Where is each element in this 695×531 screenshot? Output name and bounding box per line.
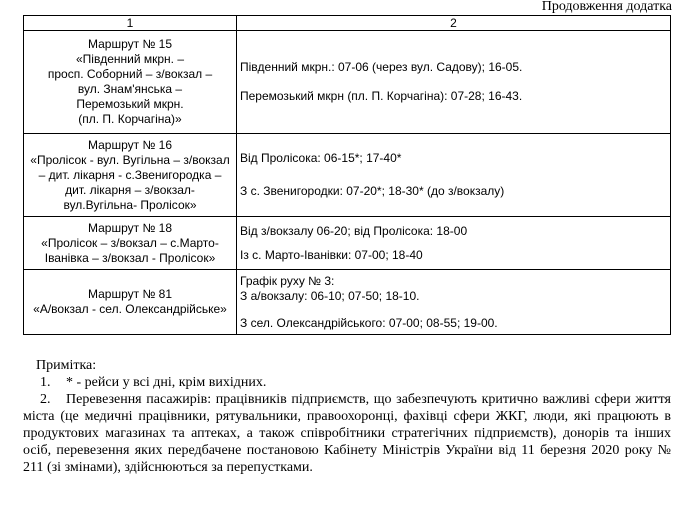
table-row-route-15 [24, 31, 671, 134]
schedule-line: Від з/вокзалу 06-20; від Пролісока: 18-00 [240, 223, 468, 238]
schedule-cell [237, 217, 671, 270]
schedule-line: Перемозький мкрн (пл. П. Корчагіна): 07-28; 16-43. [240, 89, 523, 103]
column-number-1: 1 [24, 16, 237, 31]
route-cell [24, 134, 237, 217]
schedule-line: З сел. Олександрійського: 07-00; 08-55; 19-00. [240, 315, 498, 330]
note-number: 2. [40, 392, 51, 407]
schedule-cell [237, 270, 671, 335]
table-row-route-16 [24, 134, 671, 217]
note-number: 1. [40, 375, 51, 390]
notes-title: Примітка: [36, 358, 97, 373]
table-row-route-81 [24, 270, 671, 335]
route-line: вул. Знам'янська – [77, 82, 183, 96]
note-text: Перевезення пасажирів: працівників підприємств, що забезпечують критично важливі сфери життя міста (це медичні працівники, рятувальники, правоохоронці, фахівці сфери ЖКГ, люди, які працюють в продуктових магазинах та аптеках, а також співробітники стратегічних підприємств), донорів та інших осіб, перевезення яких передбачене постановою Кабінету Міністрів України від 11 березня 2020 року № 211 (зі змінами), здійснюються за перепустками. [23, 392, 671, 475]
route-line: – дит. лікарня - с.Звенигородка – [38, 167, 222, 182]
route-cell [24, 270, 237, 335]
route-cell [24, 31, 237, 134]
note-item-1 [23, 374, 671, 391]
column-number-row [24, 16, 671, 31]
route-line: вул.Вугільна- Пролісок» [63, 197, 197, 212]
schedule-line: Південний мкрн.: 07-06 (через вул. Садову); 16-05. [240, 60, 523, 74]
route-line: «Пролісок - вул. Вугільна – з/вокзал [30, 152, 230, 167]
table-row-route-18 [24, 217, 671, 270]
column-number-2: 2 [237, 16, 671, 31]
notes-section [23, 357, 671, 476]
schedule-line: Від Пролісока: 06-15*; 17-40* [240, 151, 402, 165]
route-line: дит. лікарня – з/вокзал- [65, 182, 195, 197]
schedule-line: З а/вокзалу: 06-10; 07-50; 18-10. [240, 288, 420, 303]
route-line: «А/вокзал - сел. Олександрійське» [33, 302, 227, 316]
note-item-2 [23, 391, 671, 476]
note-text: * - рейси у всі дні, крім вихідних. [66, 375, 267, 390]
routes-table [23, 15, 671, 335]
route-line: (пл. П. Корчагіна)» [78, 112, 182, 126]
route-line: «Пролісок – з/вокзал – с.Марто- [41, 235, 219, 250]
route-line: Маршрут № 18 [87, 220, 173, 235]
route-cell [24, 217, 237, 270]
route-line: «Південний мкрн. – [75, 52, 185, 66]
continuation-header: Продовження додатка [541, 0, 672, 14]
schedule-line: Графік руху № 3: [240, 273, 335, 288]
schedule-line: Із с. Марто-Іванівки: 07-00; 18-40 [240, 247, 423, 262]
route-line: Маршрут № 81 [87, 287, 173, 301]
schedule-cell [237, 134, 671, 217]
route-line: Маршрут № 16 [87, 137, 173, 152]
route-line: Маршрут № 15 [87, 37, 173, 51]
route-line: Іванівка – з/вокзал - Пролісок» [44, 250, 216, 265]
route-line: Перемозький мкрн. [76, 97, 184, 111]
route-line: просп. Соборний – з/вокзал – [47, 67, 213, 81]
schedule-line: З с. Звенигородки: 07-20*; 18-30* (до з/вокзалу) [240, 184, 505, 198]
schedule-cell [237, 31, 671, 134]
